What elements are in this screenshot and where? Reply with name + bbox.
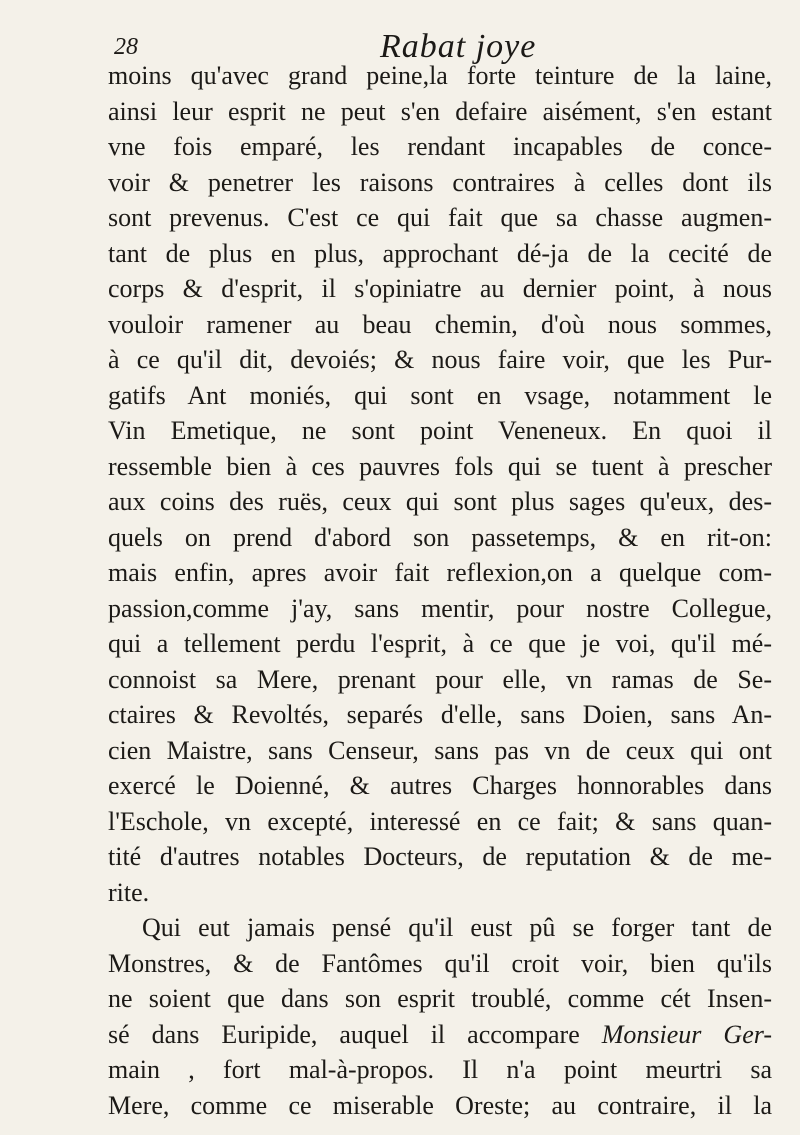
text-line: aux coins des ruës, ceux qui sont plus sages qu'eux, des- [108, 487, 772, 516]
text-line: ctaires & Revoltés, separés d'elle, sans Doien, sans An- [108, 700, 772, 729]
text-line: voir & penetrer les raisons contraires à celles dont ils [108, 167, 772, 197]
text-segment: sé dans Euripide, auquel il accompare [108, 1019, 580, 1049]
text-line: rite. [108, 877, 150, 907]
text-line [108, 1017, 772, 1053]
text-line: exercé le Doienné, & autres Charges honnorables dans [108, 771, 772, 800]
text-line: Qui eut jamais pensé qu'il eust pû se forger tant de [142, 913, 772, 942]
text-line: Vin Emetique, ne sont point Veneneux. En quoi il [108, 416, 772, 445]
text-line: ainsi leur esprit ne peut s'en defaire aisément, s'en estant [108, 96, 772, 126]
paragraph-2 [108, 910, 772, 1123]
text-line: gatifs Ant moniés, qui sont en vsage, notamment le [108, 380, 772, 410]
text-line: vne fois emparé, les rendant incapables de conce- [108, 132, 772, 161]
text-line: moins qu'avec grand peine,la forte teinture de la laine, [108, 61, 772, 90]
text-line: Mere, comme ce miserable Oreste; au contraire, il la [108, 1090, 772, 1120]
text-line: sont prevenus. C'est ce qui fait que sa chasse augmen- [108, 203, 772, 232]
text-line: main , fort mal-à-propos. Il n'a point meurtri sa [108, 1055, 772, 1084]
text-line: Monstres, & de Fantômes qu'il croit voir, bien qu'ils [108, 948, 772, 978]
paragraph-1 [108, 58, 772, 910]
text-line: mais enfin, apres avoir fait reflexion,on a quelque com- [108, 558, 772, 587]
text-line: passion,comme j'ay, sans mentir, pour nostre Collegue, [108, 593, 772, 623]
text-line: tité d'autres notables Docteurs, de reputation & de me- [108, 842, 772, 871]
text-line: corps & d'esprit, il s'opiniatre au dernier point, à nous [108, 274, 772, 303]
italic-name: Monsieur Ger- [601, 1019, 772, 1049]
text-line: quels on prend d'abord son passetemps, & en rit-on: [108, 522, 772, 552]
running-title: Rabat joye [380, 28, 537, 65]
text-line: tant de plus en plus, approchant dé-ja de la cecité de [108, 238, 772, 268]
text-line: à ce qu'il dit, devoiés; & nous faire voir, que les Pur- [108, 345, 772, 374]
text-line: connoist sa Mere, prenant pour elle, vn ramas de Se- [108, 664, 772, 694]
body-text [108, 58, 772, 1123]
text-line: ne soient que dans son esprit troublé, comme cét Insen- [108, 984, 772, 1013]
text-line: vouloir ramener au beau chemin, d'où nous sommes, [108, 309, 772, 339]
text-line: ressemble bien à ces pauvres fols qui se tuent à prescher [108, 451, 772, 481]
text-line: qui a tellement perdu l'esprit, à ce que je voi, qu'il mé- [108, 629, 772, 658]
page-number: 28 [114, 34, 138, 60]
text-line: l'Eschole, vn excepté, interessé en ce fait; & sans quan- [108, 806, 772, 836]
text-line: cien Maistre, sans Censeur, sans pas vn de ceux qui ont [108, 735, 772, 765]
